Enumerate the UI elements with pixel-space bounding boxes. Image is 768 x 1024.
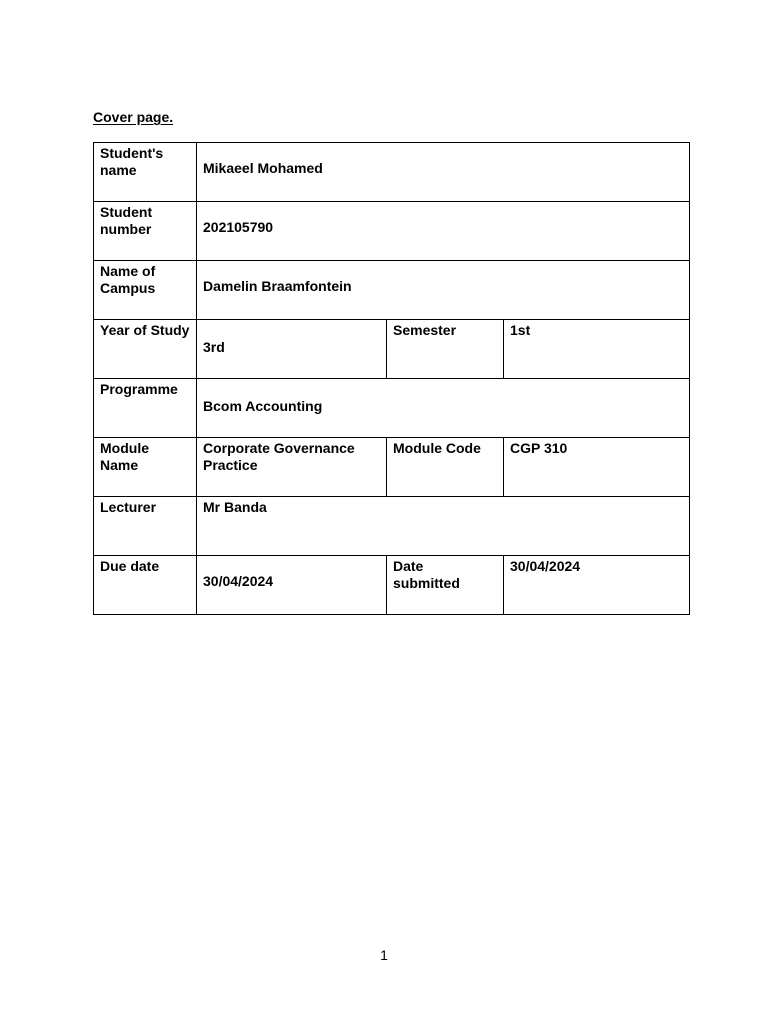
programme-label: Programme: [100, 381, 178, 397]
module-code-label: Module Code: [393, 440, 481, 456]
due-date-value-cell: [197, 556, 387, 615]
year-label-cell: [94, 320, 197, 379]
module-code-label-cell: [387, 438, 504, 497]
module-code-value: CGP 310: [510, 440, 568, 456]
semester-label-cell: [387, 320, 504, 379]
table-row-student-number: [94, 202, 690, 261]
semester-label: Semester: [393, 322, 457, 338]
student-name-value-cell: [197, 143, 690, 202]
student-number-label: Student number: [100, 204, 153, 237]
date-submitted-value-cell: [504, 556, 690, 615]
student-name-label: Student's name: [100, 145, 164, 178]
due-date-label: Due date: [100, 558, 160, 574]
module-code-value-cell: [504, 438, 690, 497]
programme-label-cell: [94, 379, 197, 438]
semester-value-cell: [504, 320, 690, 379]
table-row-student-name: [94, 143, 690, 202]
year-value-cell: [197, 320, 387, 379]
campus-value-cell: [197, 261, 690, 320]
lecturer-label-cell: [94, 497, 197, 556]
lecturer-value-cell: [197, 497, 690, 556]
cover-page-heading: Cover page.: [93, 109, 174, 125]
student-name-label-cell: [94, 143, 197, 202]
date-submitted-value: 30/04/2024: [510, 558, 581, 574]
semester-value: 1st: [510, 322, 531, 338]
table-row-campus: [94, 261, 690, 320]
module-name-label-cell: [94, 438, 197, 497]
table-row-year-of-study: [94, 320, 690, 379]
campus-value: Damelin Braamfontein: [203, 278, 352, 294]
campus-label-cell: [94, 261, 197, 320]
student-number-value: 202105790: [203, 219, 274, 235]
table-row-due-date: [94, 556, 690, 615]
student-name-value: Mikaeel Mohamed: [203, 160, 323, 176]
year-of-study-value: 3rd: [203, 339, 225, 355]
programme-value-cell: [197, 379, 690, 438]
year-of-study-label: Year of Study: [100, 322, 190, 338]
campus-label: Name of Campus: [100, 263, 156, 296]
student-number-label-cell: [94, 202, 197, 261]
table-row-module: [94, 438, 690, 497]
lecturer-label: Lecturer: [100, 499, 157, 515]
lecturer-value: Mr Banda: [203, 499, 267, 515]
cover-details-table: [93, 142, 690, 615]
page-number: 1: [380, 947, 388, 963]
date-submitted-label-cell: [387, 556, 504, 615]
due-date-label-cell: [94, 556, 197, 615]
module-name-label: Module Name: [100, 440, 149, 473]
module-name-value: Corporate Governance Practice: [203, 440, 355, 473]
table-row-programme: [94, 379, 690, 438]
student-number-value-cell: [197, 202, 690, 261]
due-date-value: 30/04/2024: [203, 573, 274, 589]
date-submitted-label: Date submitted: [393, 558, 460, 591]
module-name-value-cell: [197, 438, 387, 497]
table-row-lecturer: [94, 497, 690, 556]
programme-value: Bcom Accounting: [203, 398, 323, 414]
